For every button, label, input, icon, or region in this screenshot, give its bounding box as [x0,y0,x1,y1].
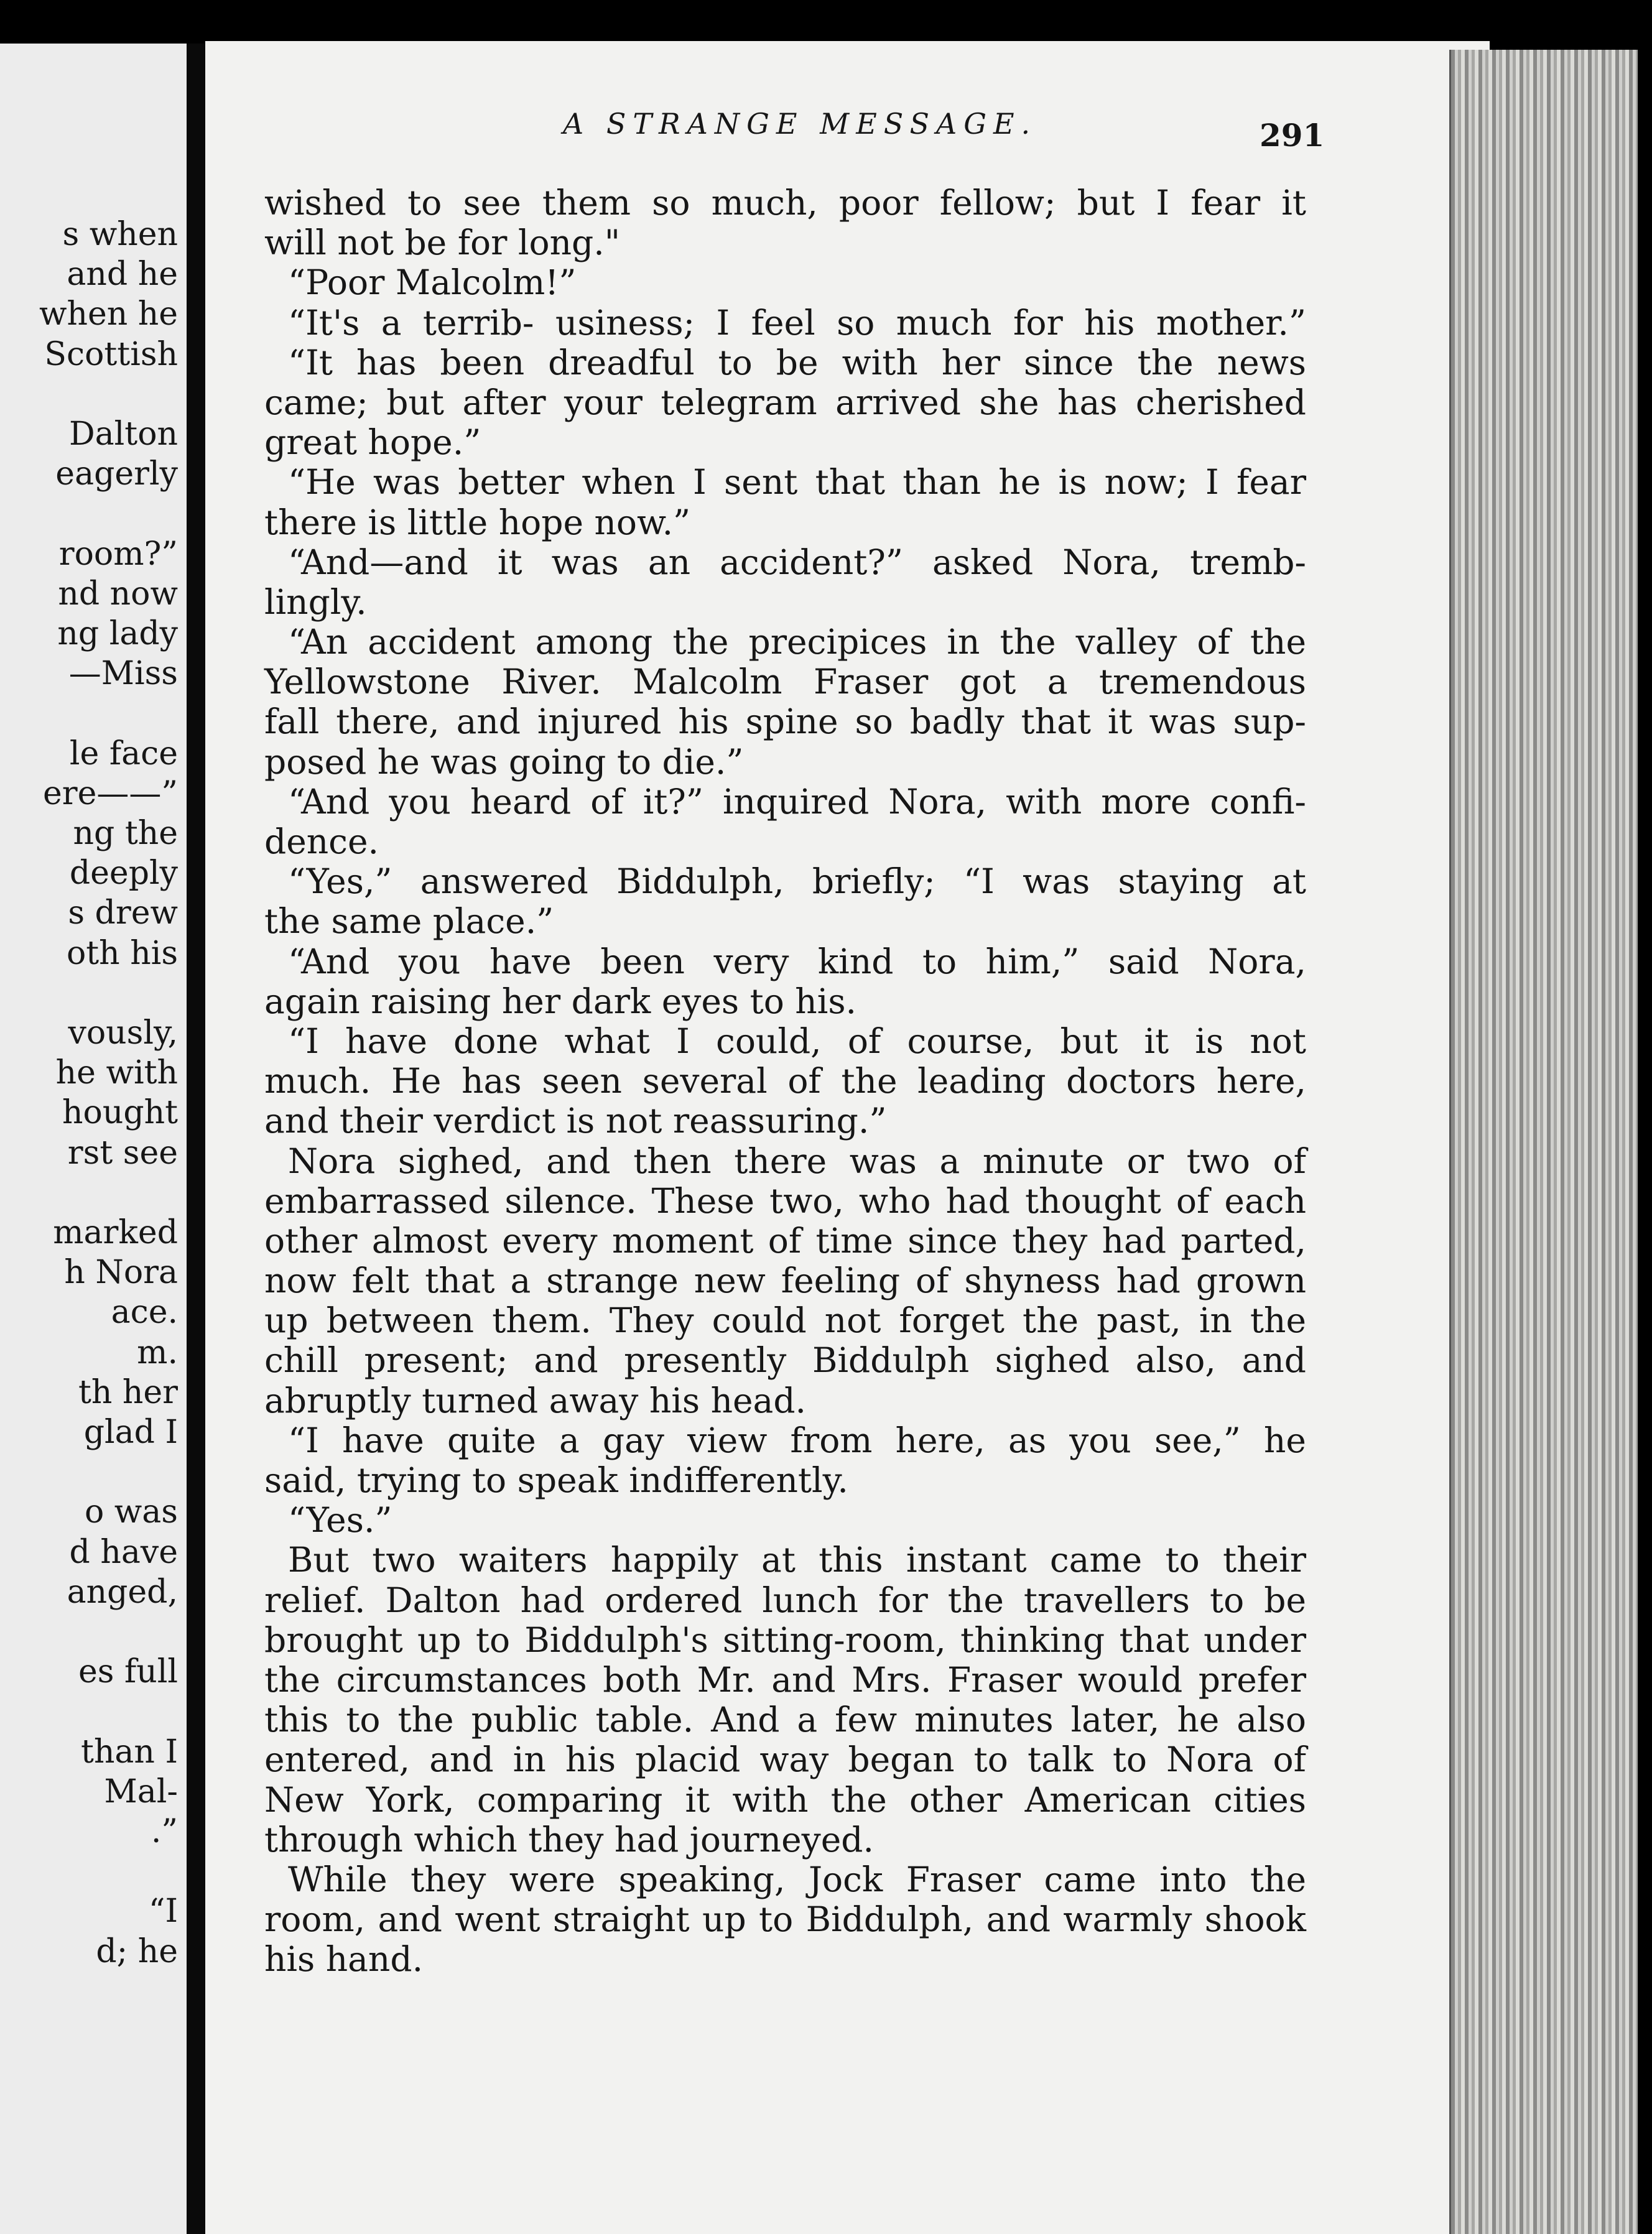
left-page-fragment: nd now [58,575,178,613]
facing-page-left [0,44,187,2234]
left-page-fragment: ng the [73,815,178,852]
left-page-fragment: oth his [66,934,178,972]
text-line: other almost every moment of time since they had parted, [264,1220,1306,1261]
left-page-fragment: ace. [111,1294,178,1332]
text-line: Nora sighed, and then there was a minute or two of [288,1141,1306,1181]
text-line: much. He has seen several of the leading doctors here, [264,1061,1306,1101]
text-line: will not be for long." [264,223,621,263]
text-line: room, and went straight up to Biddulph, and warmly shook [264,1899,1306,1940]
text-line: said, trying to speak indifferently. [264,1460,848,1500]
text-line: “It has been dreadful to be with her since the news [288,342,1306,382]
text-line: lingly. [264,582,367,622]
left-page-fragment: he with [55,1054,178,1092]
left-page-fragment: deeply [69,855,178,892]
text-line: posed he was going to die.” [264,741,744,782]
text-line: now felt that a strange new feeling of shyness had grown [264,1261,1306,1301]
text-line: New York, comparing it with the other American cities [264,1779,1306,1820]
text-line: “Yes,” answered Biddulph, briefly; “I was staying at [288,861,1306,902]
left-page-fragment: h Nora [64,1254,178,1292]
left-page-fragment: marked [53,1214,178,1251]
left-page-fragment: eagerly [55,455,178,493]
text-line: brought up to Biddulph's sitting-room, thinking that under [264,1620,1306,1660]
text-line: “I have done what I could, of course, but it is not [288,1021,1306,1061]
left-page-fragment: d have [69,1533,178,1571]
text-line: this to the public table. And a few minutes later, he also [264,1700,1306,1740]
body-text [264,183,1306,1979]
text-line: abruptly turned away his head. [264,1380,807,1421]
left-page-fragment: es full [78,1653,178,1691]
text-line: “An accident among the precipices in the valley of the [288,622,1306,662]
left-page-fragment: s when [62,216,178,253]
text-line: While they were speaking, Jock Fraser came into the [288,1859,1306,1899]
text-line: there is little hope now.” [264,502,691,542]
text-line: chill present; and presently Biddulph sighed also, and [264,1340,1306,1381]
running-head: A STRANGE MESSAGE. [563,107,1037,141]
left-page-fragment: anged, [67,1573,178,1611]
left-page-fragment: “I [148,1893,178,1930]
left-page-fragment: le face [69,735,178,772]
left-page-fragment: Scottish [44,335,178,373]
text-line: fall there, and injured his spine so badly that it was sup- [264,702,1306,742]
left-page-fragment: vously, [68,1014,178,1052]
left-page-fragment: hought [62,1094,178,1132]
left-page-fragment: —Miss [68,655,178,693]
left-page-fragment: Dalton [68,415,178,453]
text-line: “And you have been very kind to him,” said Nora, [288,941,1306,981]
left-page-fragment: glad I [83,1414,178,1451]
left-page-fragment: th her [78,1373,178,1411]
left-page-fragment: s drew [68,894,178,932]
page-edges [1449,50,1638,2234]
text-line: the circumstances both Mr. and Mrs. Fraser would prefer [264,1659,1306,1700]
left-page-fragment: .” [151,1813,178,1850]
text-line: great hope.” [264,422,481,463]
left-page-fragment: than I [81,1733,178,1771]
text-line: again raising her dark eyes to his. [264,981,857,1021]
text-line: But two waiters happily at this instant came to their [288,1540,1306,1580]
text-line: “And—and it was an accident?” asked Nora, tremb- [288,542,1306,582]
text-line: “Poor Malcolm!” [288,262,577,303]
text-line: wished to see them so much, poor fellow; but I fear it [264,183,1306,223]
text-line: “And you heard of it?” inquired Nora, with more confi- [288,781,1306,822]
text-line: “It's a terrib‑ usiness; I feel so much for his mother.” [288,302,1306,343]
text-line: his hand. [264,1939,424,1980]
page-number: 291 [1260,117,1325,154]
left-page-fragment: when he [39,295,178,333]
left-page-fragment: and he [67,256,178,294]
text-line: the same place.” [264,901,554,942]
left-page-fragment: room?” [58,535,178,573]
text-line: Yellowstone River. Malcolm Fraser got a tremendous [264,662,1306,702]
left-page-fragment: m. [137,1333,178,1371]
left-page-fragment: ng lady [57,615,178,652]
text-line: “He was better when I sent that than he is now; I fear [288,462,1306,503]
text-line: dence. [264,822,379,861]
text-line: entered, and in his placid way began to talk to Nora of [264,1740,1306,1780]
text-line: through which they had journeyed. [264,1819,874,1860]
text-line: and their verdict is not reassuring.” [264,1101,887,1141]
book-gutter [187,44,205,2234]
text-line: up between them. They could not forget the past, in the [264,1300,1306,1341]
left-page-fragment: d; he [96,1932,178,1970]
text-line: relief. Dalton had ordered lunch for the travellers to be [264,1580,1306,1620]
text-line: came; but after your telegram arrived she has cherished [264,382,1306,422]
left-page-fragment: ere——” [43,774,178,812]
text-line: “Yes.” [288,1500,392,1541]
text-line: “I have quite a gay view from here, as you see,” he [288,1420,1306,1460]
left-page-fragment: o was [84,1493,178,1531]
left-page-fragment: rst see [67,1134,178,1172]
text-line: embarrassed silence. These two, who had thought of each [264,1180,1306,1221]
left-page-fragment: Mal- [104,1773,178,1810]
